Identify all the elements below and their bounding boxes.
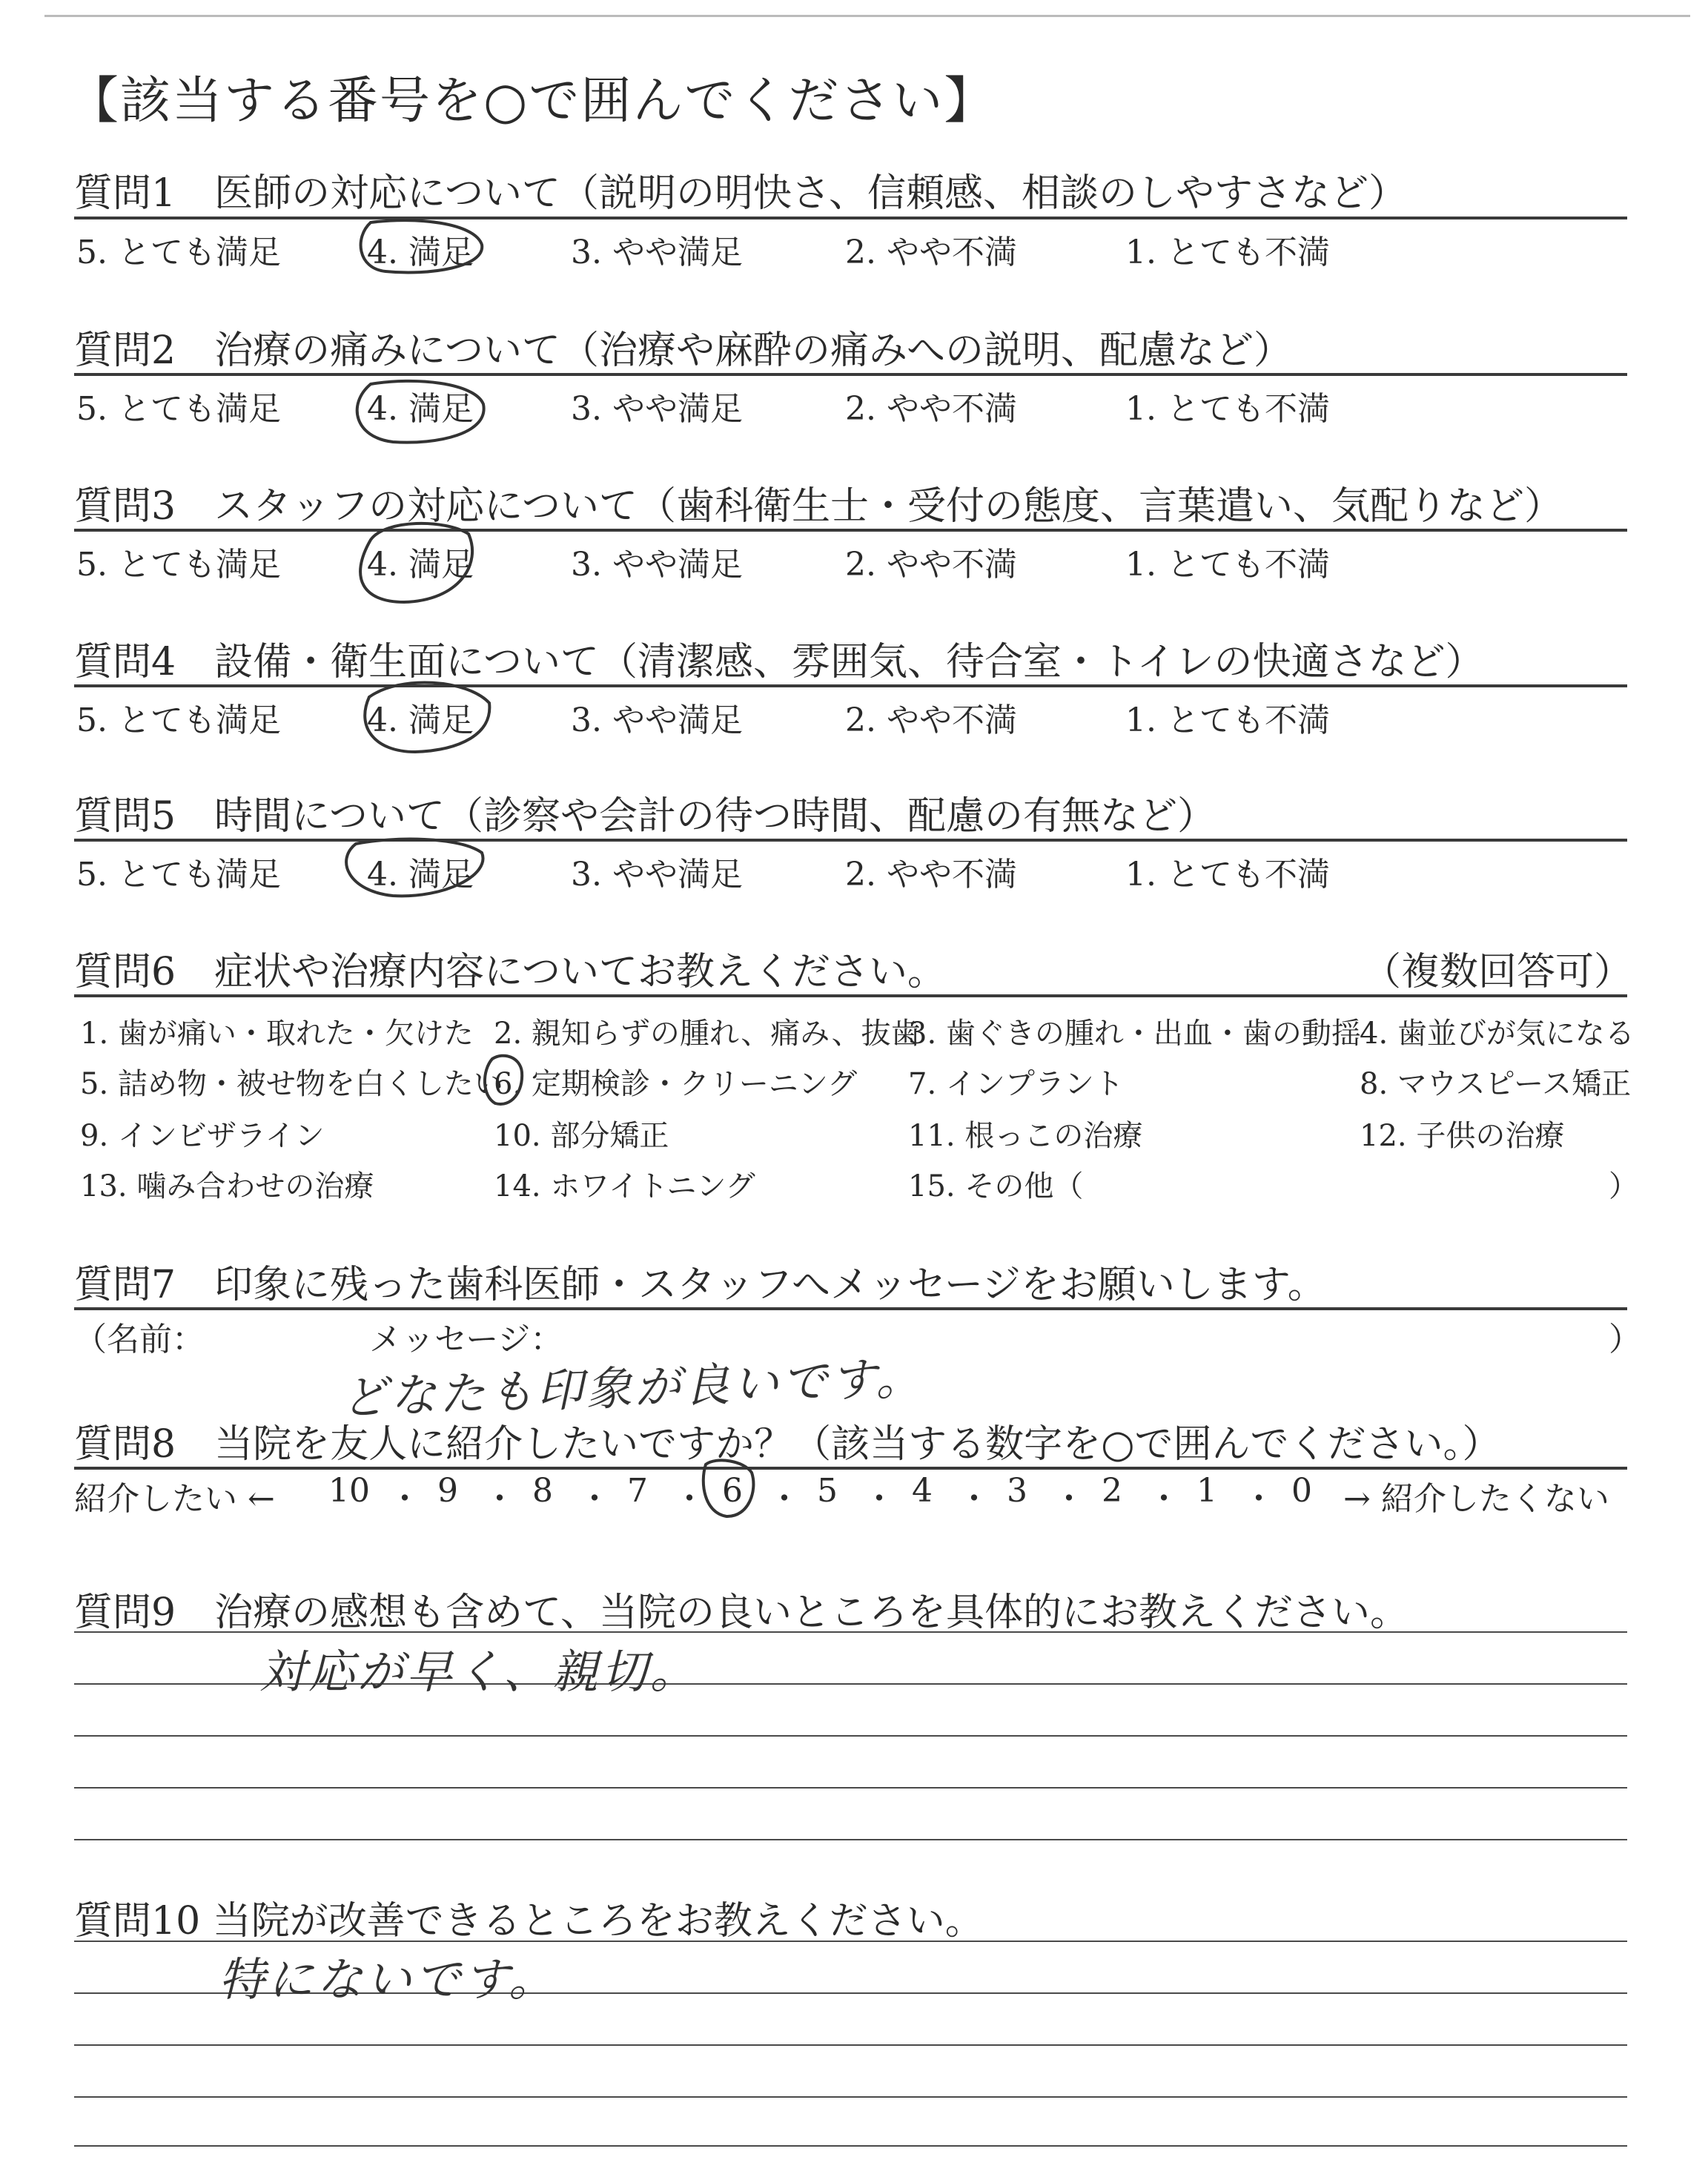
q6-option-2[interactable]: 2. 親知らずの腫れ、痛み、抜歯 — [494, 1017, 921, 1051]
q10-title: 質問10 当院が改善できるところをお教えください。 — [74, 1899, 984, 1943]
q6-other-close-paren: ） — [1609, 1169, 1638, 1203]
q6-multi-note: （複数回答可） — [1363, 950, 1633, 994]
q7-handwritten-message: どなたも印象が良いです。 — [340, 1350, 926, 1425]
q9-title: 質問9 治療の感想も含めて、当院の良いところを具体的にお教えください。 — [74, 1591, 1409, 1635]
q8-num-10[interactable]: 10 — [328, 1472, 370, 1510]
q9-line-5 — [74, 1839, 1627, 1840]
q8-right-label: → 紹介したくない — [1343, 1480, 1609, 1518]
q10-line-5 — [74, 2145, 1627, 2147]
q3-option-2[interactable]: 2. やや不満 — [845, 546, 1017, 584]
q6-option-4[interactable]: 4. 歯並びが気になる — [1360, 1017, 1635, 1051]
q6-option-9[interactable]: 9. インビザライン — [80, 1119, 325, 1153]
q3-option-1[interactable]: 1. とても不満 — [1125, 546, 1330, 584]
q6-option-5[interactable]: 5. 詰め物・被せ物を白くしたい — [80, 1067, 503, 1101]
q2-title: 質問2 治療の痛みについて（治療や麻酔の痛みへの説明、配慮など） — [74, 328, 1293, 373]
q9-handwritten-answer: 対応が早く、親切。 — [259, 1645, 699, 1699]
q1-option-4[interactable]: 4. 満足 — [367, 234, 474, 271]
q8-dot: ・ — [1242, 1480, 1275, 1518]
q2-rule — [74, 373, 1627, 376]
q2-option-4[interactable]: 4. 満足 — [367, 390, 474, 428]
q6-option-10[interactable]: 10. 部分矯正 — [494, 1119, 669, 1153]
q8-rule — [74, 1467, 1627, 1470]
q1-rule — [74, 217, 1627, 219]
q10-line-4 — [74, 2096, 1627, 2098]
q6-title: 質問6 症状や治療内容についてお教えください。 — [74, 950, 947, 994]
q8-dot: ・ — [863, 1480, 896, 1518]
q6-option-14[interactable]: 14. ホワイトニング — [494, 1169, 755, 1203]
q10-handwritten-answer: 特にないです。 — [219, 1952, 558, 2007]
q8-num-0[interactable]: 0 — [1291, 1472, 1312, 1510]
q6-option-6[interactable]: 6. 定期検診・クリーニング — [494, 1067, 858, 1101]
q4-option-3[interactable]: 3. やや満足 — [571, 701, 743, 739]
q8-dot: ・ — [768, 1480, 801, 1518]
q8-dot: ・ — [958, 1480, 990, 1518]
q6-rule — [74, 994, 1627, 997]
q1-option-2[interactable]: 2. やや不満 — [845, 234, 1017, 271]
q6-option-12[interactable]: 12. 子供の治療 — [1360, 1119, 1565, 1153]
q8-num-3[interactable]: 3 — [1007, 1472, 1027, 1510]
page-header: 【該当する番号を○で囲んでください】 — [68, 72, 996, 131]
q7-close-paren: ） — [1609, 1321, 1641, 1358]
q6-option-7[interactable]: 7. インプラント — [908, 1067, 1124, 1101]
q2-option-1[interactable]: 1. とても不満 — [1125, 390, 1330, 428]
q8-dot: ・ — [578, 1480, 611, 1518]
q4-option-4[interactable]: 4. 満足 — [367, 701, 474, 739]
q5-option-3[interactable]: 3. やや満足 — [571, 856, 743, 894]
q4-rule — [74, 684, 1627, 687]
q8-dot: ・ — [388, 1480, 421, 1518]
q2-option-2[interactable]: 2. やや不満 — [845, 390, 1017, 428]
q5-option-5[interactable]: 5. とても満足 — [76, 856, 281, 894]
q1-option-3[interactable]: 3. やや満足 — [571, 234, 743, 271]
q10-line-1 — [74, 1941, 1627, 1942]
q8-num-9[interactable]: 9 — [437, 1472, 458, 1510]
q5-rule — [74, 839, 1627, 842]
q2-option-5[interactable]: 5. とても満足 — [76, 390, 281, 428]
q6-option-15[interactable]: 15. その他（ — [908, 1169, 1084, 1203]
q8-dot: ・ — [673, 1480, 706, 1518]
q5-option-2[interactable]: 2. やや不満 — [845, 856, 1017, 894]
q4-option-5[interactable]: 5. とても満足 — [76, 701, 281, 739]
q8-num-4[interactable]: 4 — [912, 1472, 933, 1510]
q7-message-label: メッセージ： — [369, 1321, 563, 1358]
q5-option-4[interactable]: 4. 満足 — [367, 856, 474, 894]
q8-title: 質問8 当院を友人に紹介したいですか？（該当する数字を○で囲んでください。） — [74, 1422, 1501, 1467]
q4-option-2[interactable]: 2. やや不満 — [845, 701, 1017, 739]
q1-title: 質問1 医師の対応について（説明の明快さ、信頼感、相談のしやすさなど） — [74, 171, 1407, 216]
q5-title: 質問5 時間について（診察や会計の待つ時間、配慮の有無など） — [74, 794, 1217, 839]
q7-name-label: （名前： — [74, 1321, 205, 1358]
q8-num-5[interactable]: 5 — [817, 1472, 838, 1510]
q8-dot: ・ — [1148, 1480, 1180, 1518]
q1-option-5[interactable]: 5. とても満足 — [76, 234, 281, 271]
q2-option-3[interactable]: 3. やや満足 — [571, 390, 743, 428]
q8-dot: ・ — [483, 1480, 516, 1518]
q6-option-13[interactable]: 13. 噛み合わせの治療 — [80, 1169, 374, 1203]
q3-title: 質問3 スタッフの対応について（歯科衛生士・受付の態度、言葉遣い、気配りなど） — [74, 484, 1563, 529]
q8-num-7[interactable]: 7 — [627, 1472, 648, 1510]
q8-left-label: 紹介したい ← — [74, 1480, 275, 1518]
q3-option-5[interactable]: 5. とても満足 — [76, 546, 281, 584]
q6-option-8[interactable]: 8. マウスピース矯正 — [1360, 1067, 1632, 1101]
q9-line-4 — [74, 1787, 1627, 1789]
scan-edge — [44, 15, 1690, 17]
q7-rule — [74, 1307, 1627, 1310]
q3-option-3[interactable]: 3. やや満足 — [571, 546, 743, 584]
q8-num-2[interactable]: 2 — [1102, 1472, 1122, 1510]
q9-line-3 — [74, 1735, 1627, 1737]
q8-num-1[interactable]: 1 — [1196, 1472, 1217, 1510]
q6-option-3[interactable]: 3. 歯ぐきの腫れ・出血・歯の動揺 — [908, 1017, 1361, 1051]
q8-num-6[interactable]: 6 — [722, 1472, 743, 1510]
q7-title: 質問7 印象に残った歯科医師・スタッフへメッセージをお願いします。 — [74, 1263, 1326, 1307]
q4-title: 質問4 設備・衛生面について（清潔感、雰囲気、待合室・トイレの快適さなど） — [74, 640, 1484, 684]
q4-option-1[interactable]: 1. とても不満 — [1125, 701, 1330, 739]
q10-line-3 — [74, 2044, 1627, 2046]
q5-option-1[interactable]: 1. とても不満 — [1125, 856, 1330, 894]
q8-num-8[interactable]: 8 — [532, 1472, 553, 1510]
q9-line-1 — [74, 1631, 1627, 1633]
q8-dot: ・ — [1053, 1480, 1085, 1518]
q3-rule — [74, 529, 1627, 532]
q6-option-11[interactable]: 11. 根っこの治療 — [908, 1119, 1143, 1153]
q1-option-1[interactable]: 1. とても不満 — [1125, 234, 1330, 271]
q6-option-1[interactable]: 1. 歯が痛い・取れた・欠けた — [80, 1017, 474, 1051]
q3-option-4[interactable]: 4. 満足 — [367, 546, 474, 584]
